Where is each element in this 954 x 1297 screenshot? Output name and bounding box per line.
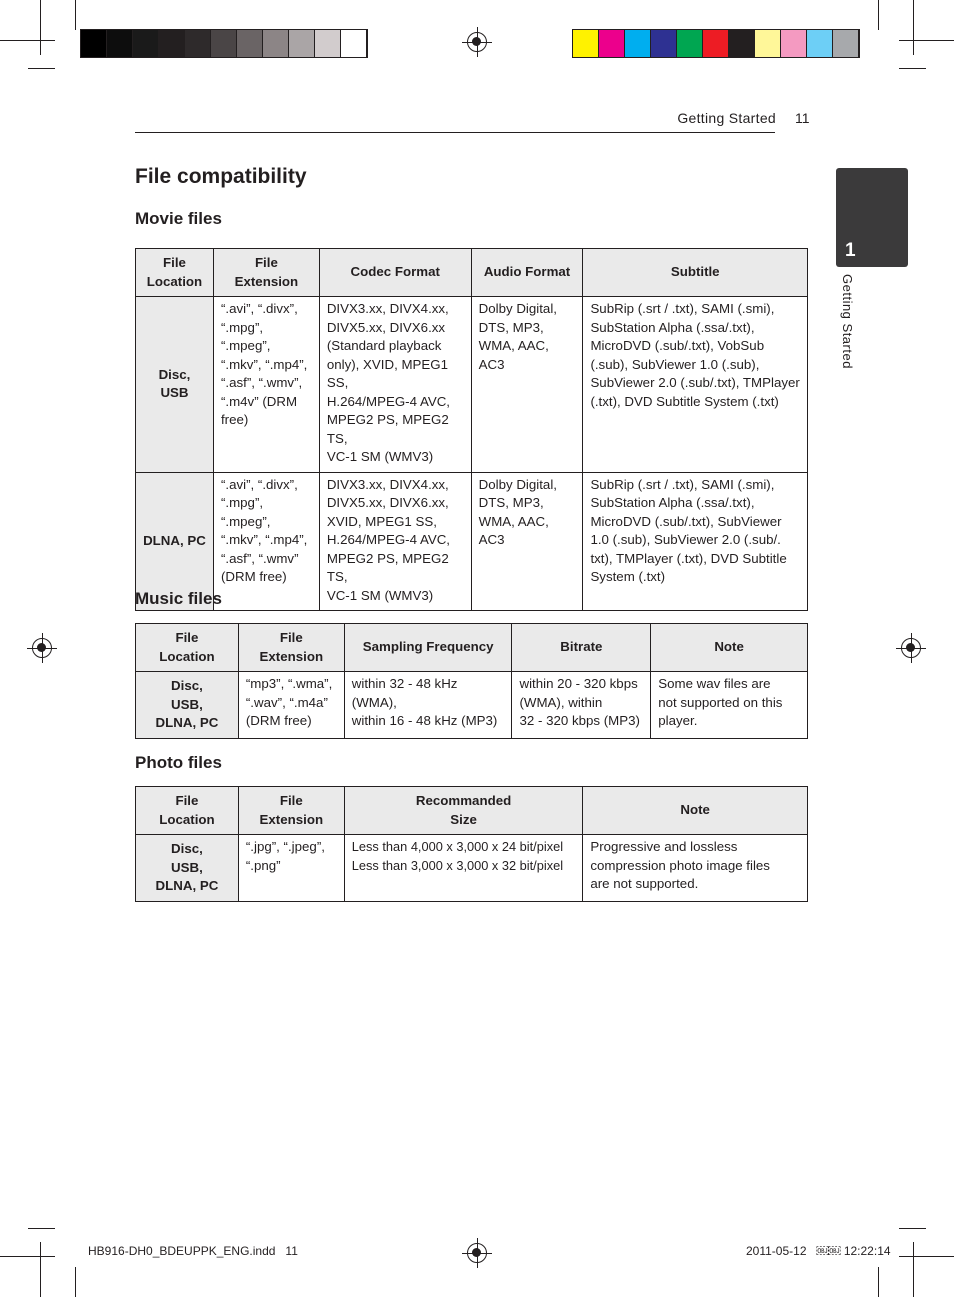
table-header-row bbox=[136, 787, 808, 835]
crop-mark bbox=[40, 1242, 41, 1297]
crop-mark bbox=[899, 1228, 926, 1229]
registration-mark-icon bbox=[32, 638, 52, 658]
header-rule bbox=[135, 132, 775, 133]
music-table bbox=[135, 623, 808, 739]
column-header: Subtitle bbox=[583, 249, 808, 297]
note: Progressive and lossless compression photo image files are not supported. bbox=[583, 835, 808, 902]
calibration-swatch bbox=[341, 30, 367, 57]
crop-mark bbox=[899, 1256, 954, 1257]
calibration-swatch bbox=[599, 30, 625, 57]
calibration-swatch bbox=[237, 30, 263, 57]
photo-heading: Photo files bbox=[135, 753, 222, 772]
table-row bbox=[136, 835, 808, 902]
column-header: Codec Format bbox=[319, 249, 471, 297]
calibration-swatch bbox=[211, 30, 237, 57]
column-header: File Location bbox=[136, 249, 214, 297]
calibration-swatch bbox=[573, 30, 599, 57]
calibration-swatch bbox=[289, 30, 315, 57]
grayscale-calibration-bar bbox=[80, 29, 368, 58]
crop-mark bbox=[40, 0, 41, 55]
calibration-swatch bbox=[107, 30, 133, 57]
calibration-swatch bbox=[185, 30, 211, 57]
table-header-row bbox=[136, 249, 808, 297]
page-number: 11 bbox=[795, 110, 810, 126]
codec-format: DIVX3.xx, DIVX4.xx, DIVX5.xx, DIVX6.xx (Standard playback only), XVID, MPEG1 SS, H.264/MPEG-4 AVC, MPEG2 PS, MPEG2 TS, VC-1 SM (WMV3) bbox=[319, 297, 471, 473]
calibration-swatch bbox=[81, 30, 107, 57]
file-extension: “.jpg”, “.jpeg”, “.png” bbox=[238, 835, 344, 902]
registration-mark-icon bbox=[467, 32, 487, 52]
column-header: Bitrate bbox=[512, 624, 651, 672]
table-row bbox=[136, 672, 808, 739]
color-calibration-bar bbox=[572, 29, 860, 58]
table-header-row bbox=[136, 624, 808, 672]
file-location: Disc, USB, DLNA, PC bbox=[136, 835, 239, 902]
crop-mark bbox=[878, 0, 879, 30]
audio-format: Dolby Digital, DTS, MP3, WMA, AAC, AC3 bbox=[471, 472, 583, 611]
chapter-number: 1 bbox=[845, 240, 856, 261]
photo-table bbox=[135, 786, 808, 902]
calibration-swatch bbox=[781, 30, 807, 57]
crop-mark bbox=[878, 1267, 879, 1297]
movie-table bbox=[135, 248, 808, 611]
file-extension: “.avi”, “.divx”, “.mpg”, “.mpeg”, “.mkv”, “.mp4”, “.asf”, “.wmv”, “.m4v” (DRM free) bbox=[213, 297, 319, 473]
crop-mark bbox=[28, 1228, 55, 1229]
calibration-swatch bbox=[677, 30, 703, 57]
crop-mark bbox=[0, 1256, 55, 1257]
crop-mark bbox=[913, 0, 914, 55]
file-location: DLNA, PC bbox=[136, 472, 214, 611]
subtitle-format: SubRip (.srt / .txt), SAMI (.smi), SubStation Alpha (.ssa/.txt), MicroDVD (.sub/.txt), SubViewer 1.0 (.sub), SubViewer 2.0 (.sub/. txt), TMPlayer (.txt), DVD Subtitle System (.txt) bbox=[583, 472, 808, 611]
audio-format: Dolby Digital, DTS, MP3, WMA, AAC, AC3 bbox=[471, 297, 583, 473]
column-header: File Extension bbox=[238, 624, 344, 672]
running-header: Getting Started bbox=[677, 110, 776, 126]
table-row bbox=[136, 472, 808, 611]
subtitle-format: SubRip (.srt / .txt), SAMI (.smi), SubStation Alpha (.ssa/.txt), MicroDVD (.sub/.txt), VobSub (.sub), SubViewer 1.0 (.sub), SubViewer 2.0 (.sub/.txt), TMPlayer (.txt), DVD Subtitle System (.txt) bbox=[583, 297, 808, 473]
codec-format: DIVX3.xx, DIVX4.xx, DIVX5.xx, DIVX6.xx, XVID, MPEG1 SS, H.264/MPEG-4 AVC, MPEG2 PS, MPEG2 TS, VC-1 SM (WMV3) bbox=[319, 472, 471, 611]
footer-timestamp: 2011-05-12 ￼￼ 12:22:14 bbox=[746, 1244, 891, 1258]
calibration-swatch bbox=[625, 30, 651, 57]
note: Some wav files are not supported on this player. bbox=[651, 672, 808, 739]
calibration-swatch bbox=[315, 30, 341, 57]
crop-mark bbox=[899, 68, 926, 69]
sampling-frequency: within 32 - 48 kHz (WMA), within 16 - 48 kHz (MP3) bbox=[344, 672, 512, 739]
file-extension: “mp3”, “.wma”, “.wav”, “.m4a” (DRM free) bbox=[238, 672, 344, 739]
calibration-swatch bbox=[651, 30, 677, 57]
music-heading: Music files bbox=[135, 589, 222, 608]
recommended-size: Less than 4,000 x 3,000 x 24 bit/pixel Less than 3,000 x 3,000 x 32 bit/pixel bbox=[344, 835, 583, 902]
calibration-swatch bbox=[703, 30, 729, 57]
crop-mark bbox=[0, 40, 55, 41]
crop-mark bbox=[899, 40, 954, 41]
crop-mark bbox=[75, 1267, 76, 1297]
crop-mark bbox=[913, 1242, 914, 1297]
column-header: Recommanded Size bbox=[344, 787, 583, 835]
movie-heading: Movie files bbox=[135, 209, 222, 228]
bitrate: within 20 - 320 kbps (WMA), within 32 - 320 kbps (MP3) bbox=[512, 672, 651, 739]
registration-mark-icon bbox=[901, 638, 921, 658]
page-title: File compatibility bbox=[135, 165, 307, 188]
crop-mark bbox=[28, 68, 55, 69]
calibration-swatch bbox=[159, 30, 185, 57]
calibration-swatch bbox=[729, 30, 755, 57]
column-header: Sampling Frequency bbox=[344, 624, 512, 672]
calibration-swatch bbox=[755, 30, 781, 57]
footer-filename: HB916-DH0_BDEUPPK_ENG.indd 11 bbox=[88, 1244, 298, 1258]
column-header: Audio Format bbox=[471, 249, 583, 297]
crop-mark bbox=[75, 0, 76, 30]
table-row bbox=[136, 297, 808, 473]
column-header: File Extension bbox=[213, 249, 319, 297]
file-extension: “.avi”, “.divx”, “.mpg”, “.mpeg”, “.mkv”, “.mp4”, “.asf”, “.wmv” (DRM free) bbox=[213, 472, 319, 611]
calibration-swatch bbox=[833, 30, 859, 57]
column-header: Note bbox=[583, 787, 808, 835]
file-location: Disc, USB bbox=[136, 297, 214, 473]
chapter-label: Getting Started bbox=[840, 274, 855, 369]
file-location: Disc, USB, DLNA, PC bbox=[136, 672, 239, 739]
calibration-swatch bbox=[263, 30, 289, 57]
column-header: File Location bbox=[136, 624, 239, 672]
registration-mark-icon bbox=[467, 1243, 487, 1263]
column-header: File Location bbox=[136, 787, 239, 835]
column-header: Note bbox=[651, 624, 808, 672]
calibration-swatch bbox=[807, 30, 833, 57]
column-header: File Extension bbox=[238, 787, 344, 835]
calibration-swatch bbox=[133, 30, 159, 57]
